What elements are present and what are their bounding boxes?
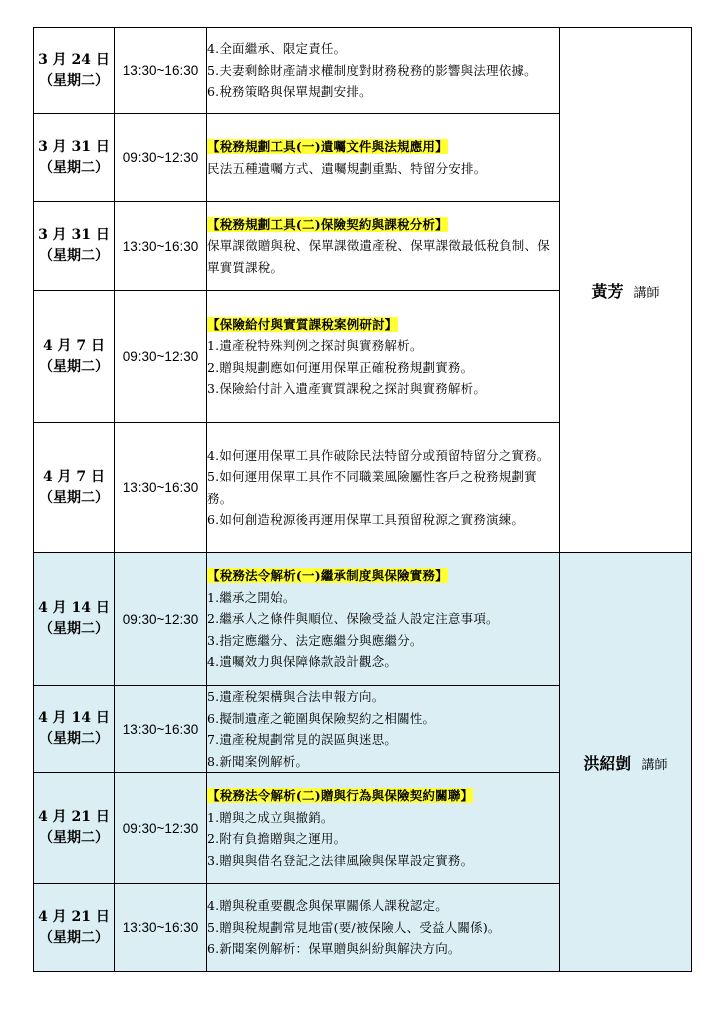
lecturer-cell — [560, 28, 692, 553]
session-content — [207, 423, 560, 553]
session-content-line: 5.夫妻剩餘財產請求權制度對財務稅務的影響與法理依據。 — [207, 62, 537, 78]
session-time: 13:30~16:30 — [115, 884, 207, 972]
session-date-cell — [34, 291, 115, 423]
session-content-line: 6.稅務策略與保單規劃安排。 — [207, 84, 372, 100]
session-content — [207, 28, 560, 114]
session-date: 4 月 21 日 — [38, 809, 110, 825]
session-weekday: （星期二） — [39, 248, 109, 264]
session-content-line: 3.保險給付計入遺產實質課稅之探討與實務解析。 — [207, 381, 487, 396]
session-content-line: 4.全面繼承、限定責任。 — [207, 41, 347, 57]
schedule-table — [33, 27, 692, 972]
session-weekday: （星期二） — [39, 489, 109, 506]
session-content-line: 7.遺產稅規劃常見的誤區與迷思。 — [207, 732, 398, 747]
session-time: 09:30~12:30 — [115, 114, 207, 202]
session-content — [207, 114, 560, 202]
schedule-row — [34, 553, 692, 686]
session-date-cell — [34, 773, 115, 884]
session-time: 13:30~16:30 — [115, 686, 207, 773]
session-weekday: （星期二） — [39, 731, 109, 747]
session-topic-heading: 【稅務規劃工具(二)保險契約與課稅分析】 — [207, 216, 448, 232]
session-weekday: （星期二） — [39, 929, 109, 946]
session-weekday: （星期二） — [39, 830, 109, 846]
session-content — [207, 773, 560, 884]
session-content — [207, 291, 560, 423]
session-date: 3 月 31 日 — [38, 138, 110, 155]
lecturer-cell — [560, 553, 692, 972]
session-content-line: 4.如何運用保單工具作破除民法特留分或預留特留分之實務。 — [207, 447, 550, 463]
session-weekday: （星期二） — [39, 72, 109, 89]
session-weekday: （星期二） — [39, 621, 109, 637]
session-content-line: 1.贈與之成立與撤銷。 — [207, 809, 334, 825]
session-date-cell — [34, 553, 115, 686]
session-content-line: 2.贈與規劃應如何運用保單正確稅務規劃實務。 — [207, 359, 474, 375]
session-content-line: 保單課徵贈與稅、保單課徵遺產稅、保單課徵最低稅負制、保單實質課稅。 — [207, 238, 550, 275]
session-content-line: 6.如何創造稅源後再運用保單工具預留稅源之實務演練。 — [207, 512, 525, 527]
lecturer-title: 講師 — [633, 285, 660, 301]
session-content — [207, 686, 560, 773]
session-content-line: 4.遺囑效力與保障條款設計觀念。 — [207, 654, 398, 670]
session-content-line: 5.遺產稅架構與合法申報方向。 — [207, 689, 385, 704]
session-time: 09:30~12:30 — [115, 773, 207, 884]
session-content-line: 5.贈與稅規劃常見地雷(要/被保險人、受益人關係)。 — [207, 919, 501, 935]
session-date-cell — [34, 884, 115, 972]
session-content — [207, 202, 560, 291]
session-topic-heading: 【保險給付與實質課稅案例研討】 — [207, 316, 398, 332]
lecturer-name: 洪紹剴 — [583, 753, 632, 773]
session-content-line: 6.新聞案例解析：保單贈與糾紛與解決方向。 — [207, 941, 461, 957]
session-weekday: （星期二） — [39, 159, 109, 176]
session-date: 4 月 14 日 — [38, 710, 110, 726]
session-date-cell — [34, 423, 115, 553]
session-content-line: 2.附有負擔贈與之運用。 — [207, 831, 347, 846]
schedule-row — [34, 28, 692, 114]
session-content-line: 6.擬制遺產之範圍與保險契約之相關性。 — [207, 710, 436, 726]
session-topic-heading: 【稅務法令解析(一)繼承制度與保險實務】 — [207, 568, 448, 584]
session-date-cell — [34, 28, 115, 114]
session-content-line: 1.遺產稅特殊判例之探討與實務解析。 — [207, 338, 423, 353]
session-time: 09:30~12:30 — [115, 291, 207, 423]
session-content-line: 1.繼承之開始。 — [207, 589, 296, 605]
session-content — [207, 553, 560, 686]
session-content-line: 民法五種遺囑方式、遺囑規劃重點、特留分安排。 — [207, 160, 487, 176]
session-time: 09:30~12:30 — [115, 553, 207, 686]
session-date: 4 月 7 日 — [42, 337, 106, 354]
session-date: 4 月 7 日 — [42, 468, 106, 485]
session-content — [207, 884, 560, 972]
session-content-line: 3.贈與與借名登記之法律風險與保單設定實務。 — [207, 852, 474, 868]
session-date-cell — [34, 686, 115, 773]
session-topic-heading: 【稅務規劃工具(一)遺囑文件與法規應用】 — [207, 139, 448, 154]
lecturer-title: 講師 — [641, 757, 668, 773]
session-date-cell — [34, 114, 115, 202]
session-date: 4 月 14 日 — [38, 600, 110, 616]
session-topic-heading: 【稅務法令解析(二)贈與行為與保險契約關聯】 — [207, 788, 474, 803]
session-content-line: 4.贈與稅重要觀念與保單關係人課稅認定。 — [207, 898, 448, 914]
session-content-line: 5.如何運用保單工具作不同職業風險屬性客戶之稅務規劃實務。 — [207, 469, 537, 506]
session-time: 13:30~16:30 — [115, 28, 207, 114]
session-date: 3 月 24 日 — [38, 51, 110, 68]
session-content-line: 2.繼承人之條件與順位、保險受益人設定注意事項。 — [207, 611, 499, 627]
session-weekday: （星期二） — [39, 358, 109, 375]
session-time: 13:30~16:30 — [115, 202, 207, 291]
session-date: 4 月 21 日 — [38, 908, 110, 925]
lecturer-name: 黃芳 — [591, 281, 624, 301]
session-date: 3 月 31 日 — [38, 227, 110, 243]
session-date-cell — [34, 202, 115, 291]
session-time: 13:30~16:30 — [115, 423, 207, 553]
session-content-line: 3.指定應繼分、法定應繼分與應繼分。 — [207, 632, 423, 648]
session-content-line: 8.新聞案例解析。 — [207, 753, 309, 769]
